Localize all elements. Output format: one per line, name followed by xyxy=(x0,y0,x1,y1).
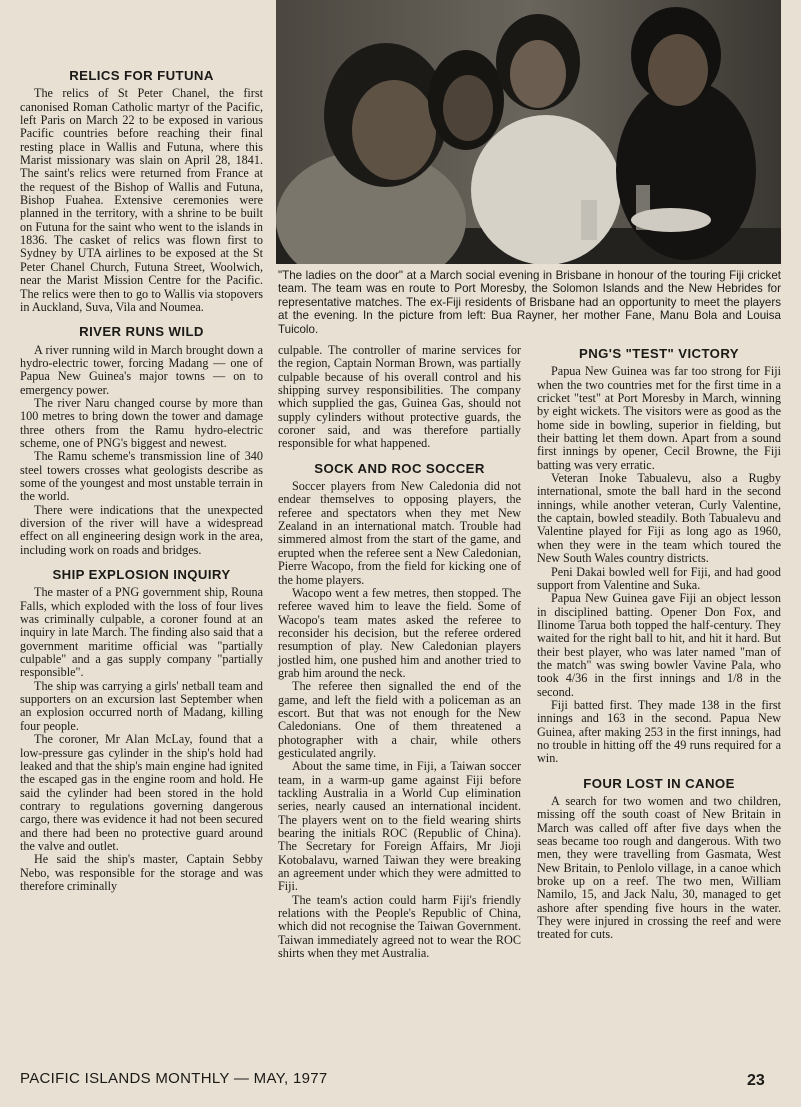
column-3 xyxy=(537,347,781,942)
paragraph: He said the ship's master, Captain Sebby Nebo, was responsible for the storage and was therefore criminally xyxy=(20,852,263,893)
headline-river: RIVER RUNS WILD xyxy=(79,324,204,340)
paragraph: Fiji batted first. They made 138 in the first innings and 163 in the second. Papua New Guinea, after making 253 in the first innings, had no trouble in hitting off the 49 runs required for a win. xyxy=(537,697,781,766)
paragraph: Veteran Inoke Tabualevu, also a Rugby international, smote the ball hard in the second innings, while another veteran, Curly Valentine, the captain, bowled steadily. Both Tabualevu and Valentine played for Fiji as long ago as 1960, when they were in the team which toured the New South Wales country districts. xyxy=(537,471,781,566)
photo-caption: "The ladies on the door" at a March social evening in Brisbane in honour of the touring Fiji cricket team. The team was en route to Port Moresby, the Solomon Islands and the New Hebrides for representative matches. The ex-Fiji residents of Brisbane had an opportunity to meet the players at the evening. In the picture from left: Bua Rayner, her mother Fane, Manu Bola and Louisa Tuicolo. xyxy=(278,269,781,336)
headline-canoe: FOUR LOST IN CANOE xyxy=(583,775,735,791)
group-photo-icon xyxy=(276,0,781,264)
paragraph: A search for two women and two children, missing off the south coast of New Britain in March was called off after five days when the seas became too rough and dangerous. With two men, they were travelling from Gasmata, West New Britain, to Penlolo village, in a canoe which broke up on a reef. The two men, William Namilo, 15, and Jack Nalu, 30, managed to get ashore after spending five hours in the water. They were injured in crossing the reef and were treated for cuts. xyxy=(537,794,781,942)
paragraph: Wacopo went a few metres, then stopped. The referee waved him to leave the field. Some of Wacopo's team mates asked the referee to reconsider his decision, but the referee ordered resumption of play. New Caledonian players jostled him, one pushed him and another tried to grab him around the neck. xyxy=(278,585,521,680)
headline-soccer: SOCK AND ROC SOCCER xyxy=(314,460,485,476)
headline-cricket: PNG'S "TEST" VICTORY xyxy=(579,346,739,361)
paragraph: There were indications that the unexpected diversion of the river will have a widespread effect on all engineering design work in the area, including work on roads and bridges. xyxy=(20,502,263,557)
column-2 xyxy=(278,344,521,960)
paragraph: The coroner, Mr Alan McLay, found that a low-pressure gas cylinder in the ship's hold had leaked and that the ship's main engine had ignited the escaped gas in the engine room and hold. He said the cylinder had been stored in the hold contrary to regulations governing dangerous cargo, there was evidence it had not been secured and there had been no protective guard around the valve and outlet. xyxy=(20,732,263,853)
paragraph: A river running wild in March brought down a hydro-electric tower, forcing Madang — one of Papua New Guinea's major towns — on to emergency power. xyxy=(20,342,263,397)
publication-footer: PACIFIC ISLANDS MONTHLY — MAY, 1977 xyxy=(20,1070,328,1087)
paragraph: The referee then signalled the end of the game, and left the field with a policeman as an escort. But that was not enough for the New Caledonians. One of them threatened a photographer with a chair, while others gesticulated angrily. xyxy=(278,679,521,760)
paragraph: Papua New Guinea gave Fiji an object lesson in disciplined batting. Opener Don Fox, and Ilinome Tarua both topped the half-century. They waited for the right ball to hit, and hit it hard. But their best player, who was later named "man of the match" was swing bowler Vavine Pala, who took 4/36 in the first innings and 1/8 in the second. xyxy=(537,591,781,699)
paragraph: The master of a PNG government ship, Rouna Falls, which exploded with the loss of four lives was criminally culpable, a coroner found at an inquiry in late March. The finding also said that a government maritime official was "partially culpable" and a gas supply company "partially responsible". xyxy=(20,585,263,680)
headline-relics: RELICS FOR FUTUNA xyxy=(69,68,214,83)
paragraph: The river Naru changed course by more than 100 metres to bring down the tower and damage three others from the Ramu hydro-electric scheme, one of PNG's biggest and newest. xyxy=(20,395,263,450)
paragraph: The ship was carrying a girls' netball team and supporters on an excursion last September when an explosion occurred north of Madang, killing four people. xyxy=(20,678,263,733)
paragraph: Peni Dakai bowled well for Fiji, and had good support from Valentine and Suka. xyxy=(537,564,781,592)
paragraph: Papua New Guinea was far too strong for Fiji when the two countries met for the first time in a cricket "test" at Port Moresby in March, winning by eight wickets. The visitors were as good as the home side in bowling, superior in fielding, but their batting let them down. Apart from a sound first innings by opener, Cecil Browne, the Fiji batting was very erratic. xyxy=(537,364,781,472)
paragraph: The Ramu scheme's transmission line of 340 steel towers crosses what geologists describe as some of the youngest and most unstable terrain in the world. xyxy=(20,449,263,504)
column-1 xyxy=(20,69,263,893)
photo xyxy=(276,0,781,264)
paragraph: The relics of St Peter Chanel, the first canonised Roman Catholic martyr of the Pacific, left Paris on March 22 to be exposed in various Pacific countries before reaching their final resting place in Wallis and Futuna, where this Marist missionary was slain on April 28, 1841. The saint's relics were returned from France at the request of the Bishop of Wallis and Futuna, Bishop Fuahea. Extensive ceremonies were planned in the territory, with a shrine to be built on Futuna for the saint who went to the islands in 1836. The casket of relics was flown first to Sydney by UTA airlines to be exposed at the St Peter Chanel Church, Futuna Street, Woolwich, near the Marist Mission Centre for the Pacific. The relics were then to go to Wallis via stopovers in Auckland, Suva, Vila and Noumea. xyxy=(20,86,263,314)
page-number: 23 xyxy=(747,1072,765,1089)
paragraph: Soccer players from New Caledonia did not endear themselves to opposing players, the referee and spectators when they met New Zealand in an international match. Trouble had simmered almost from the start of the game, and erupted when the referee sent a New Caledonian, Pierre Wacopo, from the field for kicking one of the home players. xyxy=(278,479,521,587)
paragraph-continuation: culpable. The controller of marine services for the region, Captain Norman Brown, was partially culpable because of his overall control and his shipping survey responsibilities. The company which supplied the gas, Guinea Gas, should not supply cylinders without protective guards, the coroner said, and was therefore partially responsible for what happened. xyxy=(278,343,521,451)
paragraph: The team's action could harm Fiji's friendly relations with the People's Republic of China, which did not recognise the Taiwan Government. Taiwan immediately agreed not to wear the ROC shirts when they met Australia. xyxy=(278,892,521,961)
headline-ship: SHIP EXPLOSION INQUIRY xyxy=(52,567,231,583)
paragraph: About the same time, in Fiji, a Taiwan soccer team, in a warm-up game against Fiji before tackling Australia in a World Cup elimination series, nearly caused an international incident. The players went on to the field wearing shirts bearing the initials ROC (Republic of China). The Secretary for Foreign Affairs, Mr Jioji Kotobalavu, warned Taiwan they were breaking an agreement under which they were admitted to Fiji. xyxy=(278,759,521,894)
